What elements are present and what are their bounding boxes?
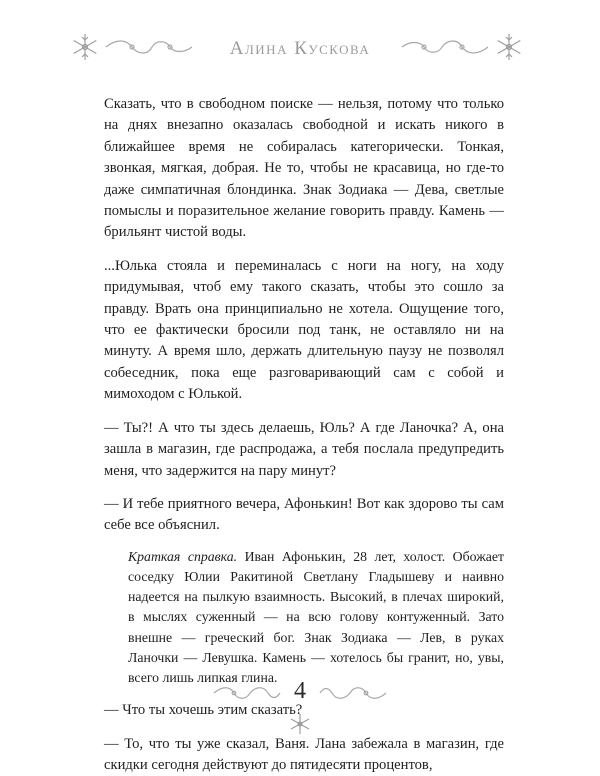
info-block (104, 547, 504, 688)
paragraph: ...Юлька стояла и переминалась с ноги на ногу, на ходу придумывая, чтоб ему такого сказать, чтобы это сошло за правду. Врать она принципиально не хотела. Ощущение того, что ее фактически бросили под танк, не оставляло ни на минуту. А время шло, держать длительную паузу не позволял собеседник, пока еще разговаривающий сам с собой и мимоходом с Юлькой. (104, 257, 504, 403)
paragraph: — Ты?! А что ты здесь делаешь, Юль? А где Ланочка? А, она зашла в магазин, где распродажа, а тебя послала предупредить меня, что задержится на пару минут? (104, 419, 504, 479)
ornament-flourish-icon (318, 682, 388, 704)
paragraph: — Что ты хочешь этим сказать? (104, 702, 303, 719)
paragraph: — То, что ты уже сказал, Ваня. Лана забежала в магазин, где скидки сегодня действуют до пятидесяти процентов, (104, 735, 504, 773)
page-number: 4 (294, 678, 306, 704)
info-text: Иван Афонькин, 28 лет, холост. Обожает соседку Юлии Ракитиной Светлану Гладышеву и наивно надеется на пылкую взаимность. Высокий, в плечах широкий, в мыслях суженный — на всю голову контуженный. Зато внешне — греческий бог. Знак Зодиака — Лев, в руках Ланочки — Левушка. Камень — хотелось бы гранит, но, увы, всего лишь липкая глина. (128, 548, 504, 685)
info-lead: Краткая справка. (128, 548, 238, 564)
paragraph: — И тебе приятного вечера, Афонькин! Вот как здорово ты сам себе все объяснил. (104, 495, 504, 534)
snowflake-icon (494, 32, 524, 62)
page-footer (0, 668, 600, 738)
paragraph: Сказать, что в свободном поиске — нельзя, потому что только на днях внезапно оказалась свободной и искать никого в ближайшее время не собиралась категорически. Тонкая, звонкая, мягкая, добрая. Не то, чтобы не красавица, но где-то даже симпатичная блондинка. Знак Зодиака — Дева, светлые помыслы и поразительное желание говорить правду. Камень — брильянт чистой воды. (104, 96, 504, 241)
running-header (0, 28, 600, 68)
author-name: Алина Кускова (229, 38, 371, 59)
snowflake-icon (286, 712, 314, 736)
ornament-flourish-icon (400, 36, 490, 58)
